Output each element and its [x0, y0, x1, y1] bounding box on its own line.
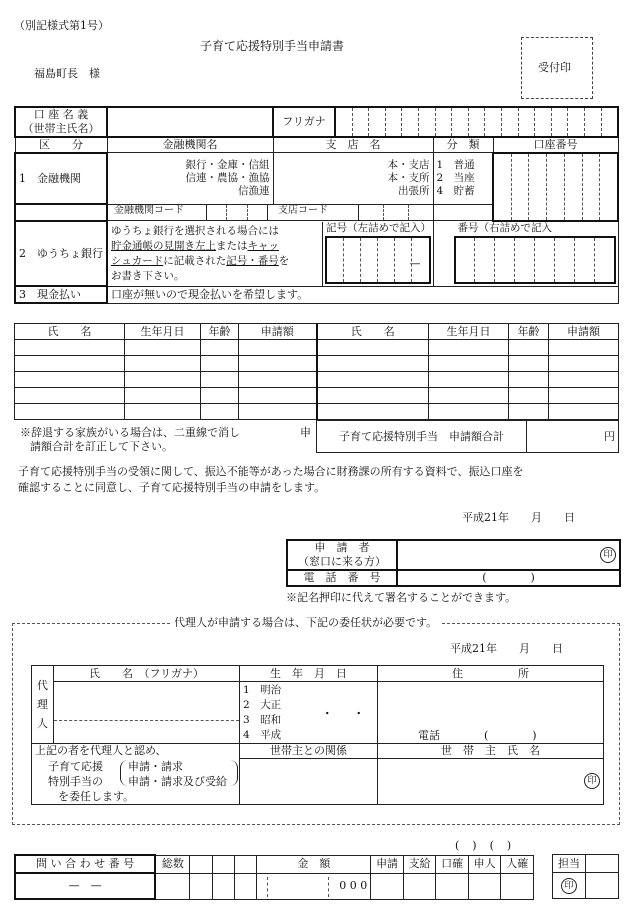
inquiry-label: 問 い 合 わ せ 番 号 [15, 855, 155, 873]
count-cell[interactable] [190, 873, 212, 899]
col-account-check: 口確 [436, 855, 469, 873]
proxy-side-1: 代 [37, 679, 48, 692]
yucho-note-emph3: シュカード [111, 254, 164, 267]
col-account-no: 口座番号 [493, 137, 618, 153]
bank-table [14, 106, 619, 304]
col-applicant: 申人 [468, 855, 501, 873]
receipt-stamp-label: 受付印 [538, 61, 571, 74]
proxy-phone: 電話 ( ) [418, 729, 537, 743]
proxy-side-2: 理 [37, 698, 48, 711]
institution-types[interactable] [107, 153, 273, 205]
family-header-birth-2: 生年月日 [429, 324, 509, 340]
family-header-birth-1: 生年月日 [125, 324, 201, 340]
bango-input[interactable] [454, 236, 616, 284]
apply-check[interactable] [371, 873, 404, 899]
withdraw-note-2: 請額合計を訂正して下さい。 [30, 440, 173, 453]
seal-icon: 印 [584, 773, 600, 789]
option-request[interactable]: 申請・請求 [128, 760, 183, 774]
form-title: 子育て応援特別手当申請書 [200, 39, 345, 53]
applicant-label-1: 申 請 者 [314, 541, 370, 555]
yucho-note [108, 222, 322, 286]
consent-date: 平成21年 月 日 [462, 511, 575, 524]
col-apply: 申請 [371, 855, 404, 873]
kigo-dash: — [409, 256, 421, 270]
account-name-sublabel: （世帯主氏名） [22, 122, 100, 135]
yucho-cell [107, 221, 433, 287]
row-financial-institution: 1 金融機関 [15, 153, 107, 205]
addressee: 福島町長 様 [34, 67, 100, 80]
proxy-col-address: 住 所 [378, 666, 604, 682]
family-row[interactable] [15, 388, 619, 404]
authorize-line-3: 特別手当の [48, 775, 103, 789]
tanto-label: 担当 [553, 855, 586, 873]
yucho-note-emph4: 記号・番号 [226, 254, 279, 267]
total-table [316, 420, 619, 453]
proxy-col-name: 氏 名 （フリガナ） [54, 666, 240, 682]
count-cell[interactable] [212, 873, 234, 899]
phone-label: 電 話 番 号 [287, 570, 397, 586]
kigo-label: 記号（左詰めで記入） [326, 221, 431, 234]
family-header-name-1: 氏 名 [15, 324, 125, 340]
seal-icon: 印 [600, 547, 616, 563]
total-count-label: 総数 [155, 855, 190, 873]
proxy-address-input[interactable] [378, 682, 604, 744]
head-name-input[interactable] [378, 758, 604, 804]
branch-code-input[interactable] [359, 205, 433, 220]
branch-line-2: 本・支所 [387, 171, 430, 184]
era-heisei: 4 平成 [243, 728, 282, 741]
family-header-name-2: 氏 名 [317, 324, 429, 340]
tanto-seal-cell[interactable] [553, 873, 586, 899]
authorize-line-4: を委任します。 [58, 790, 135, 804]
furigana-input[interactable] [336, 108, 617, 136]
office-table [14, 854, 534, 900]
applicant-table [286, 539, 621, 587]
proxy-side-label [32, 666, 54, 744]
inst-code-input[interactable] [207, 205, 268, 220]
branch-line-1: 本・支店 [387, 158, 430, 171]
authorize-line-2: 子育て応援 [48, 760, 103, 774]
yucho-note-emph2: キャッ [247, 239, 279, 252]
date-dots: ・ ・ [322, 708, 364, 720]
withdraw-note-1: ※辞退する家族がいる場合は、二重線で消し [20, 426, 240, 439]
furigana-label: フリガナ [274, 108, 336, 136]
inst-line-3: 信漁連 [238, 185, 270, 198]
amount-input[interactable] [257, 873, 371, 899]
family-row[interactable] [15, 372, 619, 388]
applicant-name-input[interactable] [397, 540, 620, 570]
amount-digits: 0 0 0 [339, 879, 368, 893]
form-number: （別記様式第1号） [14, 19, 109, 32]
type-ordinary: 1 普通 [436, 158, 475, 171]
yucho-note-mid: に記載された [163, 254, 227, 267]
proxy-heading: 代理人が申請する場合は、下記の委任状が必要です。 [170, 617, 441, 628]
cash-note[interactable]: 口座が無いので現金払いを希望します。 [107, 286, 618, 303]
col-identity-check: 人確 [501, 855, 534, 873]
era-showa: 3 昭和 [243, 713, 282, 726]
family-row[interactable] [15, 404, 619, 420]
relation-input[interactable] [240, 758, 378, 804]
type-current: 2 当座 [436, 171, 475, 184]
relation-label: 世帯主との関係 [240, 744, 378, 759]
col-pay: 支給 [403, 855, 436, 873]
option-request-receive[interactable]: 申請・請求及び受給 [128, 775, 227, 789]
family-header-amount-2: 申請額 [549, 324, 619, 340]
applicant-label-2: （窓口に来る方） [298, 555, 386, 568]
account-check[interactable] [436, 873, 469, 899]
row-cash: 3 現金払い [15, 286, 107, 303]
authorize-line-1: 上記の者を代理人と認め、 [32, 744, 240, 759]
era-meiji: 1 明治 [243, 683, 282, 696]
proxy-col-birth: 生 年 月 日 [240, 666, 378, 682]
account-name-input[interactable] [107, 107, 273, 137]
proxy-name-input[interactable] [54, 682, 240, 744]
yucho-note-or: または [216, 239, 248, 252]
authorize-cell [32, 758, 240, 804]
col-kubun: 区 分 [15, 137, 107, 153]
pay-check[interactable] [403, 873, 436, 899]
inst-line-2: 信連・農協・漁協 [185, 171, 270, 184]
col-branch: 支 店 名 [273, 137, 433, 153]
branch-types[interactable] [273, 153, 433, 205]
family-header-amount-1: 申請額 [239, 324, 317, 340]
receipt-stamp-box [521, 37, 593, 99]
family-header-age-2: 年齢 [509, 324, 549, 340]
branch-line-3: 出張所 [398, 185, 430, 198]
account-type-options[interactable] [433, 153, 493, 205]
identity-check[interactable] [501, 873, 534, 899]
col-institution: 金融機関名 [107, 137, 273, 153]
consent-line-2: 確認することに同意し、子育て応援特別手当の申請をします。 [18, 481, 326, 494]
total-label: 子育て応援特別手当 申請額合計 [317, 421, 527, 453]
proxy-date: 平成21年 月 日 [450, 642, 563, 655]
bango-area [433, 221, 618, 287]
bango-label: 番号（右詰めで記入 [457, 221, 552, 234]
total-amount[interactable] [527, 421, 619, 453]
inst-code-label: 金融機関コード [108, 205, 207, 220]
applicant-check[interactable] [468, 873, 501, 899]
era-taisho: 2 大正 [243, 698, 282, 711]
kigo-input[interactable] [325, 236, 431, 284]
proxy-birth-input[interactable] [240, 682, 378, 744]
seal-icon: 印 [561, 878, 577, 894]
consent-line-1: 子育て応援特別手当の受領に関して、振込不能等があった場合に財務課の所有する資料で、振込口座を [18, 465, 524, 478]
account-name-label-cell [15, 107, 107, 137]
family-header-age-1: 年齢 [201, 324, 239, 340]
inquiry-number-input[interactable]: — — [15, 873, 155, 899]
office-paren-marks: ( ) ( ) [455, 839, 513, 852]
total-unit: 円 [604, 429, 615, 443]
head-name-label: 世 帯 主 氏 名 [378, 744, 604, 759]
kigo-area [322, 222, 433, 286]
proxy-side-3: 人 [37, 717, 48, 730]
proxy-table [31, 665, 604, 805]
account-number-input[interactable] [493, 153, 618, 221]
row-yucho: 2 ゆうちょ銀行 [15, 221, 107, 287]
withdraw-note-suffix: 申 [300, 426, 311, 439]
family-table [14, 323, 619, 420]
tanto-table [552, 854, 619, 899]
tanto-extra-cell[interactable] [586, 873, 619, 899]
applicant-label [287, 540, 397, 570]
yucho-note-emph1: 貯金通帳の見開き左上 [111, 239, 216, 252]
type-savings: 4 貯蓄 [436, 185, 475, 198]
phone-input[interactable]: ( ) [397, 570, 620, 586]
inst-line-1: 銀行・金庫・信組 [185, 158, 270, 171]
total-count-input[interactable] [155, 873, 190, 899]
family-row[interactable] [15, 356, 619, 372]
branch-code-label: 支店コード [268, 205, 359, 220]
codes-row [107, 204, 433, 221]
yucho-note-line1: ゆうちょ銀行を選択される場合には [111, 224, 279, 237]
yucho-note-line4: お書き下さい。 [111, 269, 185, 282]
count-cell[interactable] [235, 873, 257, 899]
yucho-note-wo: を [278, 254, 290, 267]
family-row[interactable] [15, 340, 619, 356]
amount-label: 金 額 [257, 855, 371, 873]
furigana-cell [273, 107, 618, 137]
account-name-label: 口 座 名 義 [33, 108, 89, 122]
signature-note: ※記名押印に代えて署名することができます。 [286, 591, 517, 604]
col-type: 分 類 [433, 137, 493, 153]
